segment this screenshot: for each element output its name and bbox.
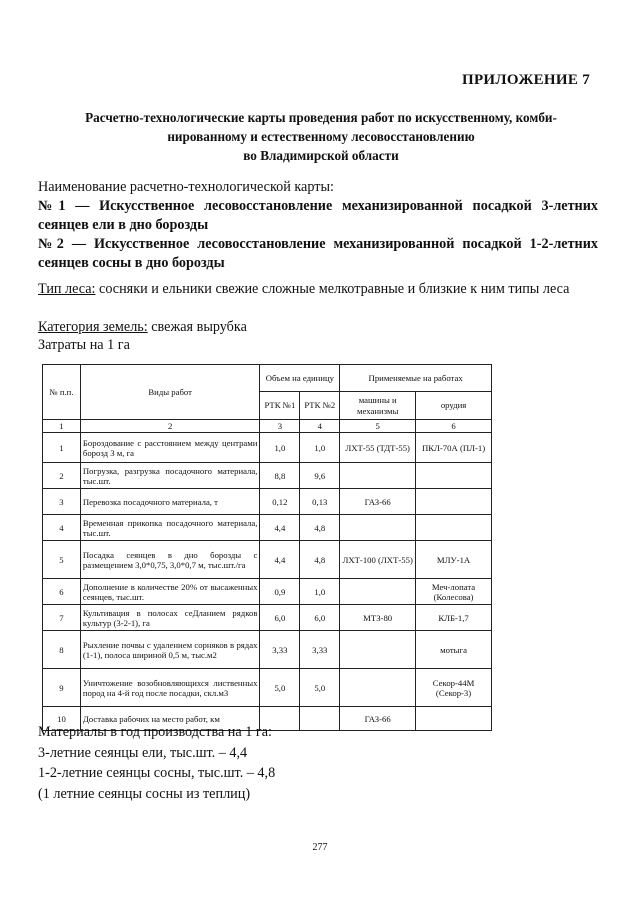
row-rtk2 bbox=[300, 707, 340, 731]
row-work: Временная прикопка посадочного материала, тыс.шт. bbox=[80, 515, 260, 541]
forest-type-value: сосняки и ельники свежие сложные мелкотравные и близкие к ним типы леса bbox=[95, 281, 570, 297]
index-cell: 2 bbox=[80, 420, 260, 433]
row-rtk1: 4,4 bbox=[260, 541, 300, 579]
table-row bbox=[43, 631, 492, 669]
materials-line-1: 3-летние сеянцы ели, тыс.шт. – 4,4 bbox=[38, 744, 248, 761]
card-name-section bbox=[38, 178, 598, 273]
page-number: 277 bbox=[312, 842, 328, 853]
forest-type-label: Тип леса: bbox=[38, 281, 96, 297]
row-rtk1: 3,33 bbox=[260, 631, 300, 669]
row-work: Погрузка, разгрузка посадочного материала, тыс.шт. bbox=[80, 463, 260, 489]
row-rtk1: 1,0 bbox=[260, 433, 300, 463]
row-work: Рыхление почвы с удалением сорняков в рядах (1-1), полоса шириной 0,5 м, тыс.м2 bbox=[80, 631, 260, 669]
row-tool: Секор-44М (Секор-3) bbox=[416, 669, 492, 707]
row-tool bbox=[416, 515, 492, 541]
costs-label: Затраты на 1 га bbox=[38, 337, 130, 353]
row-machine bbox=[340, 669, 416, 707]
table-row bbox=[43, 515, 492, 541]
land-category-value: свежая вырубка bbox=[147, 319, 247, 335]
materials-label: Материалы в год производства на 1 га: bbox=[38, 724, 272, 740]
row-rtk2: 5,0 bbox=[300, 669, 340, 707]
row-machine: ЛХТ-55 (ТДТ-55) bbox=[340, 433, 416, 463]
index-cell: 1 bbox=[43, 420, 81, 433]
row-number: 9 bbox=[43, 669, 81, 707]
table-row bbox=[43, 579, 492, 605]
row-machine: ГАЗ-66 bbox=[340, 489, 416, 515]
table-row bbox=[43, 489, 492, 515]
header-machines: машины и механизмы bbox=[340, 392, 416, 420]
row-number: 6 bbox=[43, 579, 81, 605]
row-work: Дополнение в количестве 20% от высаженных сеянцев, тыс.шт. bbox=[80, 579, 260, 605]
row-tool: мотыга bbox=[416, 631, 492, 669]
row-number: 10 bbox=[43, 707, 81, 731]
row-tool bbox=[416, 463, 492, 489]
row-rtk2: 1,0 bbox=[300, 579, 340, 605]
row-number: 1 bbox=[43, 433, 81, 463]
header-tools: орудия bbox=[416, 392, 492, 420]
materials-section bbox=[38, 722, 275, 804]
table-row bbox=[43, 433, 492, 463]
table-row bbox=[43, 669, 492, 707]
row-number: 8 bbox=[43, 631, 81, 669]
row-machine bbox=[340, 463, 416, 489]
row-tool: КЛБ-1,7 bbox=[416, 605, 492, 631]
row-machine: МТЗ-80 bbox=[340, 605, 416, 631]
header-rtk1: РТК №1 bbox=[260, 392, 300, 420]
row-rtk1: 8,8 bbox=[260, 463, 300, 489]
index-cell: 6 bbox=[416, 420, 492, 433]
row-tool: ПКЛ-70А (ПЛ-1) bbox=[416, 433, 492, 463]
card-item-2: №2 — Искусственное лесовосстановление механизированной посадкой 1-2-летних сеянцев сосны в дно борозды bbox=[38, 236, 598, 271]
title-line-3: во Владимирской области bbox=[243, 148, 399, 163]
row-rtk1: 5,0 bbox=[260, 669, 300, 707]
row-tool bbox=[416, 707, 492, 731]
row-rtk1: 4,4 bbox=[260, 515, 300, 541]
row-machine: ЛХТ-100 (ЛХТ-55) bbox=[340, 541, 416, 579]
row-machine: ГАЗ-66 bbox=[340, 707, 416, 731]
header-work: Виды работ bbox=[80, 365, 260, 420]
card-item-1: №1 — Искусственное лесовосстановление механизированной посадкой 3-летних сеянцев ели в дно борозды bbox=[38, 198, 598, 233]
row-machine bbox=[340, 579, 416, 605]
title-line-2: нированному и естественному лесовосстановлению bbox=[167, 129, 475, 144]
index-cell: 5 bbox=[340, 420, 416, 433]
forest-type-section bbox=[38, 280, 598, 299]
row-work: Культивация в полосах сеДланием рядков культур (3-2-1), га bbox=[80, 605, 260, 631]
title-line-1: Расчетно-технологические карты проведения работ по искусственному, комби- bbox=[85, 110, 557, 125]
row-tool: МЛУ-1А bbox=[416, 541, 492, 579]
table-row bbox=[43, 541, 492, 579]
row-work: Уничтожение возобновляющихся лиственных пород на 4-й год после посадки, скл.м3 bbox=[80, 669, 260, 707]
row-rtk2: 1,0 bbox=[300, 433, 340, 463]
row-number: 4 bbox=[43, 515, 81, 541]
materials-line-3: (1 летние сеянцы сосны из теплиц) bbox=[38, 785, 251, 802]
row-work: Бороздование с расстоянием между центрами борозд 3 м, га bbox=[80, 433, 260, 463]
row-tool: Меч-лопата (Колесова) bbox=[416, 579, 492, 605]
appendix-heading: ПРИЛОЖЕНИЕ 7 bbox=[462, 72, 590, 88]
table-row bbox=[43, 463, 492, 489]
row-work: Перевозка посадочного материала, т bbox=[80, 489, 260, 515]
header-rtk2: РТК №2 bbox=[300, 392, 340, 420]
row-rtk2: 3,33 bbox=[300, 631, 340, 669]
row-number: 3 bbox=[43, 489, 81, 515]
row-work: Посадка сеянцев в дно борозды с размещением 3,0*0,75, 3,0*0,7 м, тыс.шт./га bbox=[80, 541, 260, 579]
row-machine bbox=[340, 515, 416, 541]
row-rtk1: 6,0 bbox=[260, 605, 300, 631]
row-rtk2: 6,0 bbox=[300, 605, 340, 631]
row-machine bbox=[340, 631, 416, 669]
row-rtk1: 0,12 bbox=[260, 489, 300, 515]
index-cell: 3 bbox=[260, 420, 300, 433]
header-volume: Объем на единицу bbox=[260, 365, 340, 392]
table-row bbox=[43, 605, 492, 631]
document-title bbox=[38, 108, 604, 165]
index-cell: 4 bbox=[300, 420, 340, 433]
row-rtk2: 9,6 bbox=[300, 463, 340, 489]
row-rtk1: 0,9 bbox=[260, 579, 300, 605]
header-num: № п.п. bbox=[43, 365, 81, 420]
land-category-section bbox=[38, 318, 598, 337]
row-rtk2: 0,13 bbox=[300, 489, 340, 515]
card-name-label: Наименование расчетно-технологической карты: bbox=[38, 179, 334, 195]
row-rtk2: 4,8 bbox=[300, 515, 340, 541]
row-number: 5 bbox=[43, 541, 81, 579]
row-work: Доставка рабочих на место работ, км bbox=[80, 707, 260, 731]
operations-table bbox=[42, 364, 492, 731]
row-rtk2: 4,8 bbox=[300, 541, 340, 579]
row-number: 7 bbox=[43, 605, 81, 631]
row-tool bbox=[416, 489, 492, 515]
row-number: 2 bbox=[43, 463, 81, 489]
materials-line-2: 1-2-летние сеянцы сосны, тыс.шт. – 4,8 bbox=[38, 765, 276, 781]
land-category-label: Категория земель: bbox=[38, 319, 148, 335]
header-applied: Применяемые на работах bbox=[340, 365, 492, 392]
